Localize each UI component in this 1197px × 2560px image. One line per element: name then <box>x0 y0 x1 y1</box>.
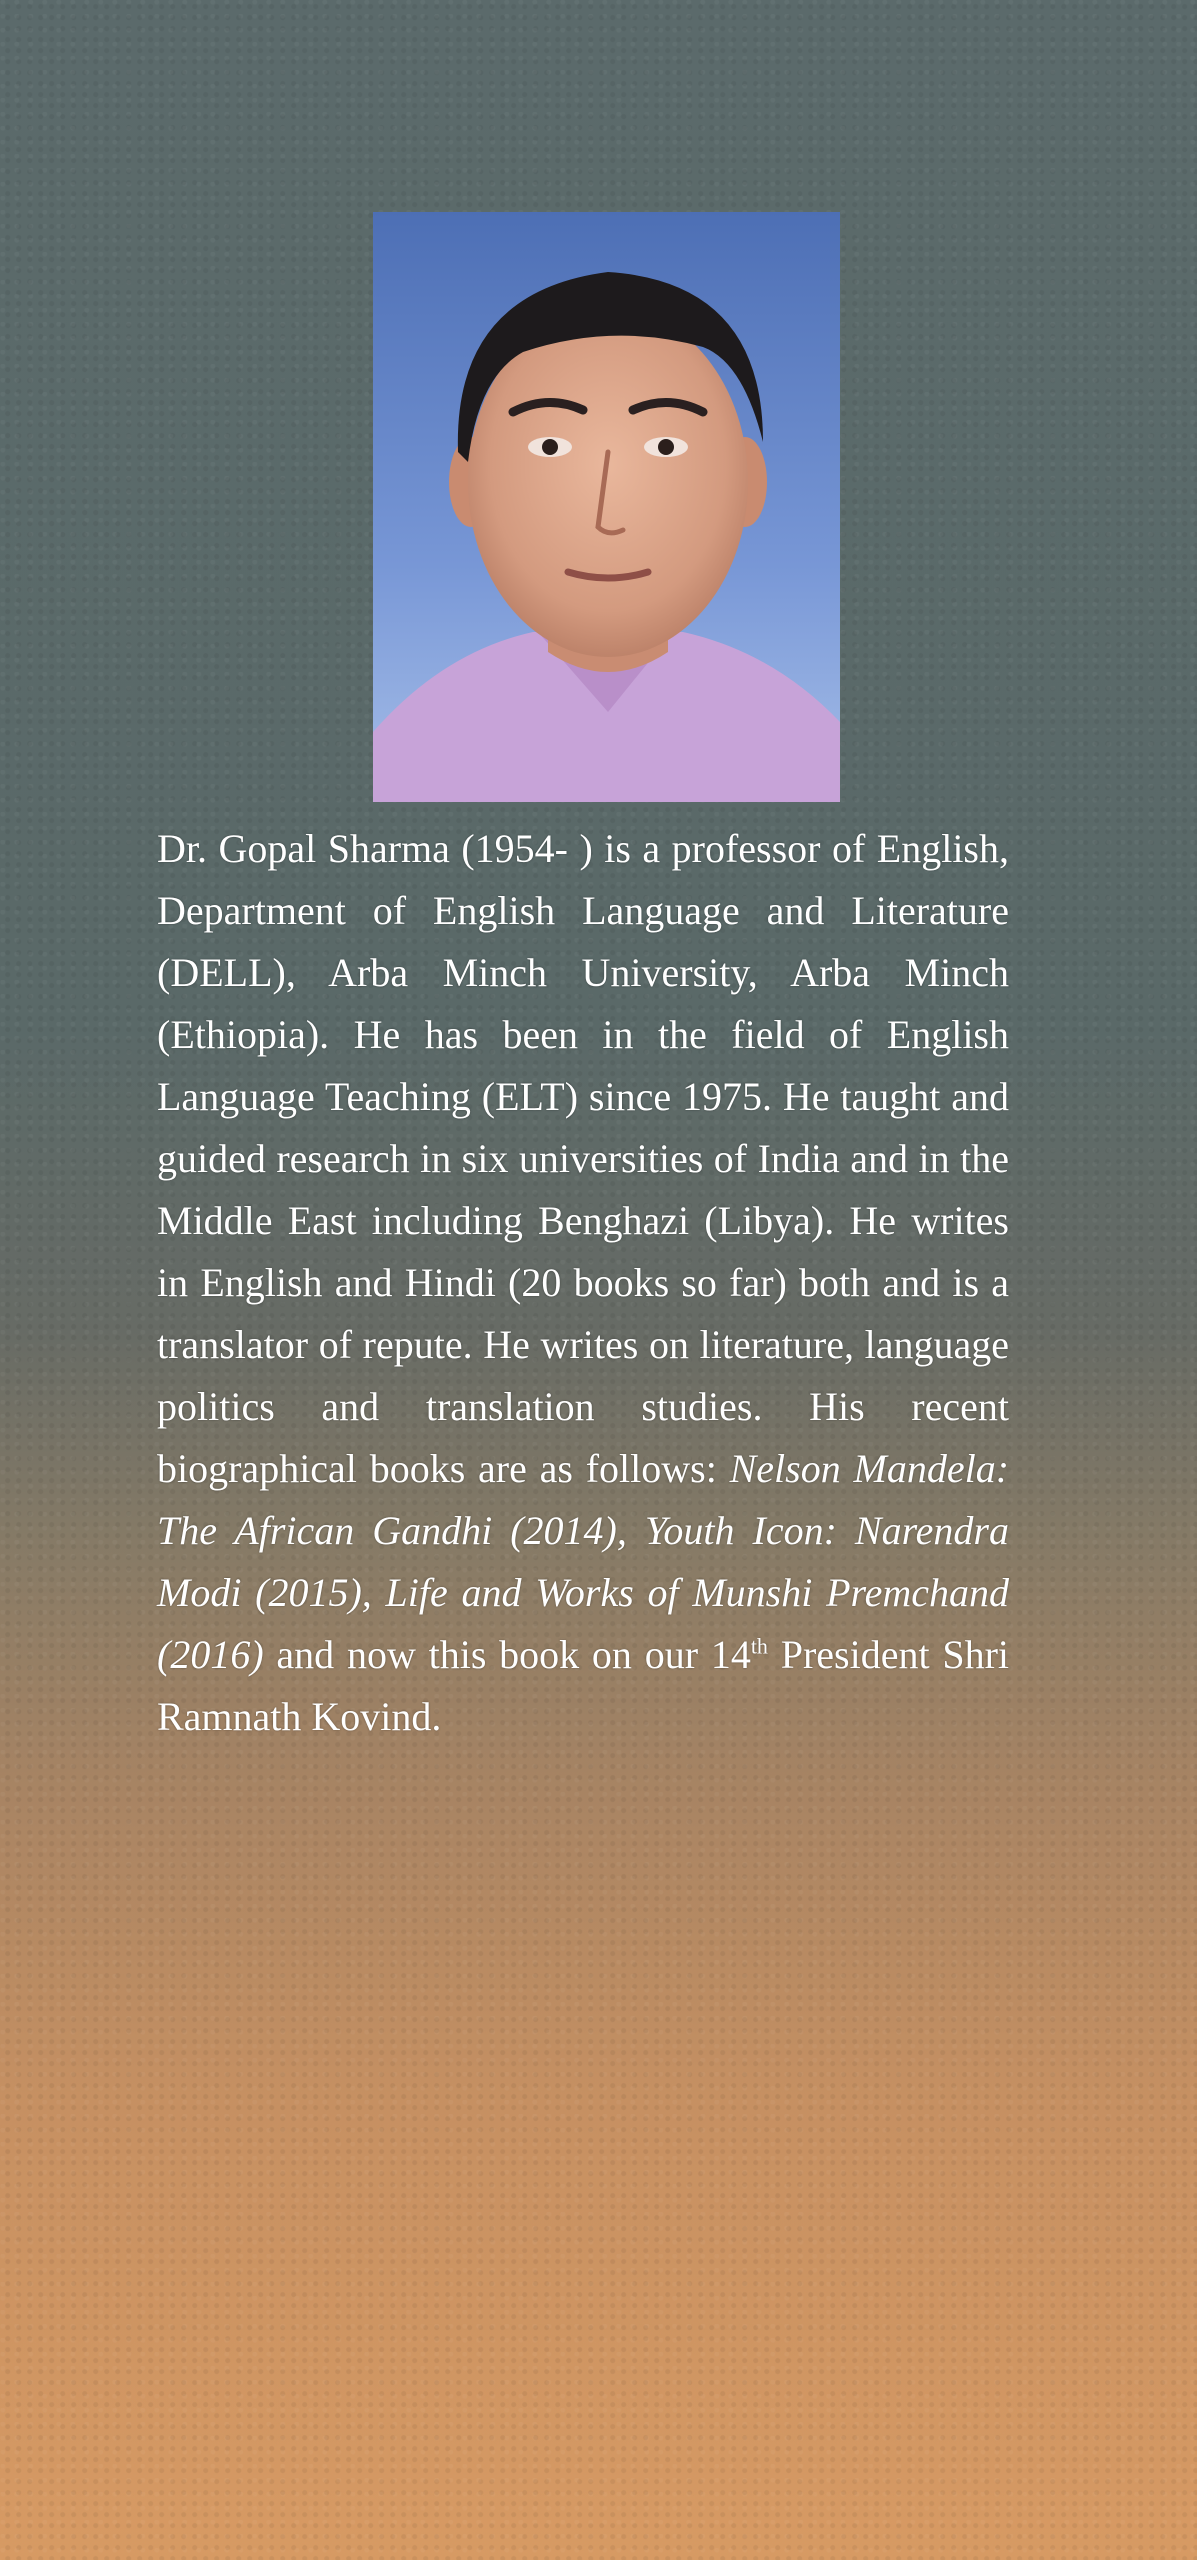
bio-main-text: Dr. Gopal Sharma (1954- ) is a professor of English, Department of English Language and Literature (DELL), Arba Minch University, Arba Minch (Ethiopia). He has been in the field of English Language Teaching (ELT) since 1975. He taught and guided research in six universities of India and in the Middle East including Benghazi (Libya). He writes in English and Hindi (20 books so far) both and is a translator of repute. He writes on literature, language politics and translation studies. His recent biographical books are as follows: <box>157 826 1009 1491</box>
bio-ordinal-number: 14 <box>710 1632 751 1677</box>
author-portrait-illustration <box>373 212 840 802</box>
author-photo <box>373 212 840 802</box>
author-bio <box>157 818 1009 1748</box>
bio-closing-text: President Shri Ramnath Kovind. <box>157 1632 1010 1739</box>
bio-book-titles: Nelson Mandela: The African Gandhi (2014), Youth Icon: Narendra Modi (2015), Life and Works of Munshi Premchand (2016) <box>157 1446 1010 1677</box>
bio-ordinal-suffix: th <box>750 1633 768 1659</box>
bio-text-after-books: and now this book on our <box>276 1632 699 1677</box>
